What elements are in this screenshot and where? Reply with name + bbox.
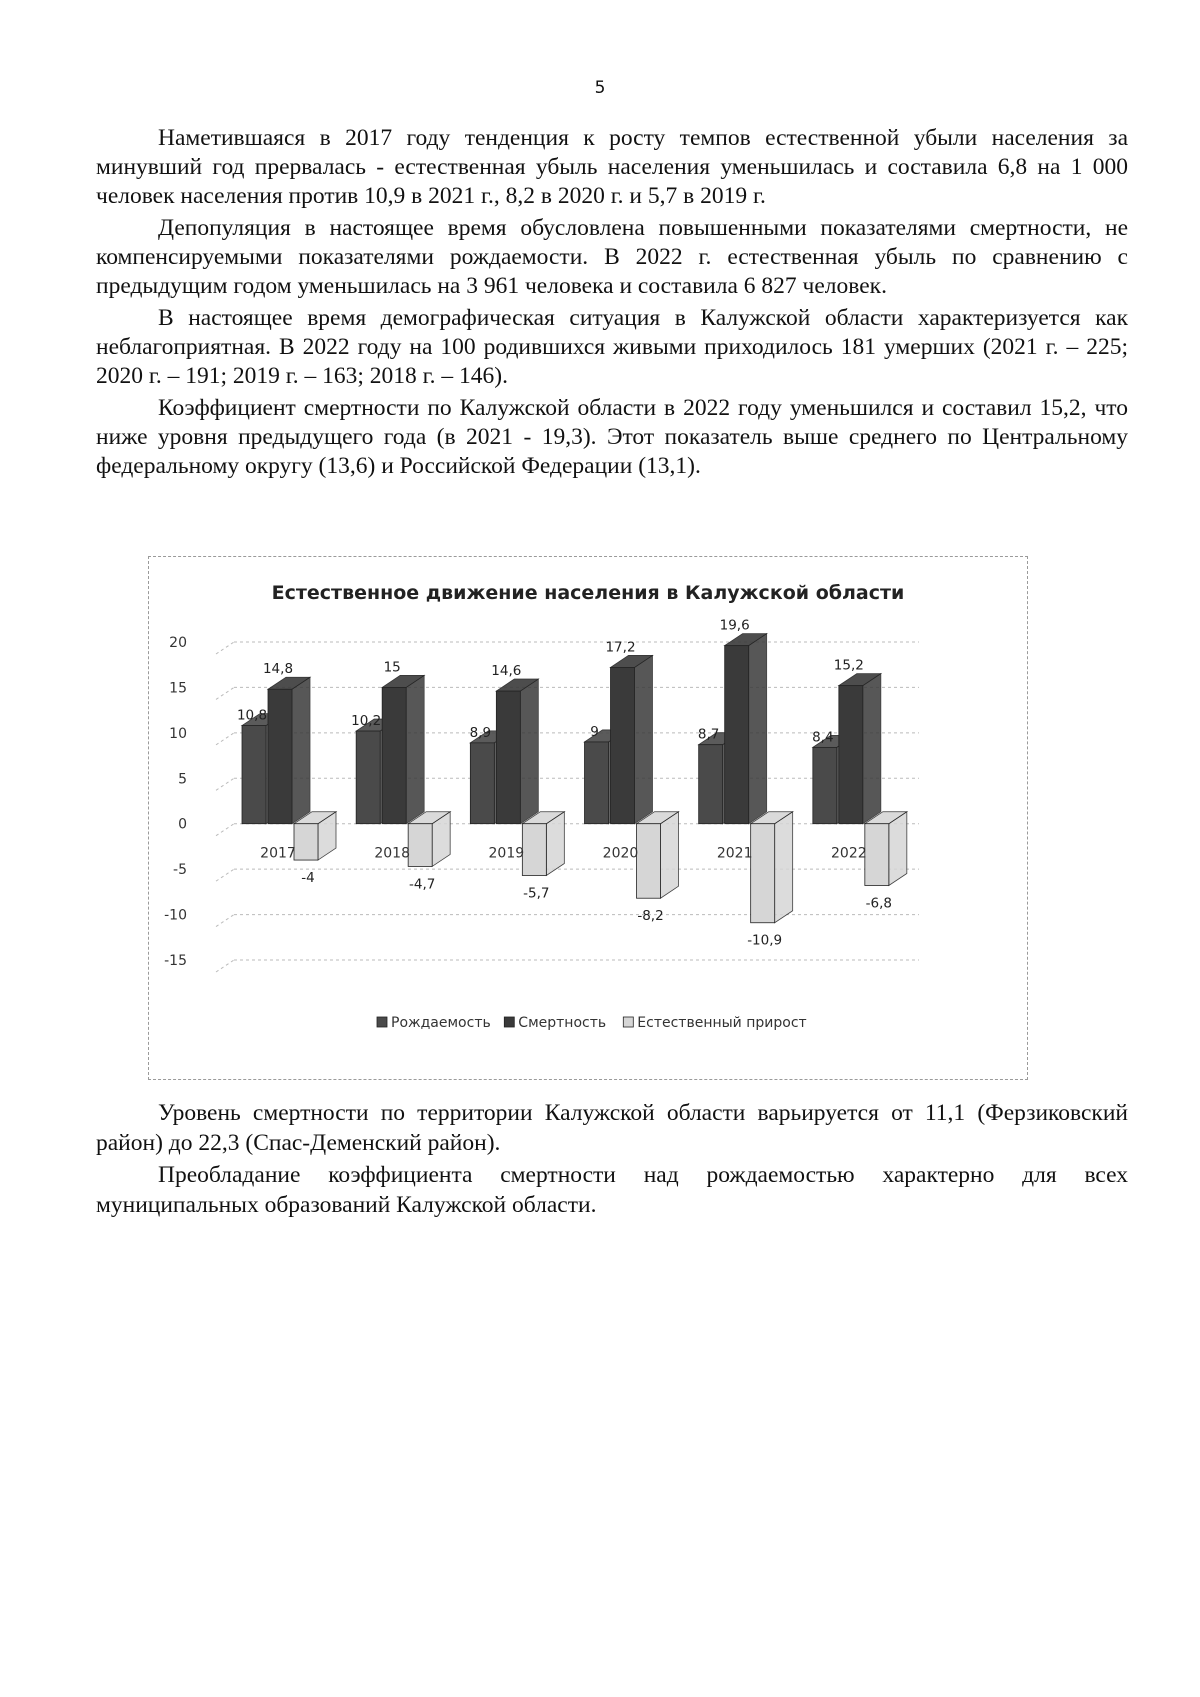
x-category-label: 2020 [602,845,639,862]
bar-front-face [470,743,494,824]
gridline-diagonal [216,642,234,654]
bar-deaths [268,677,310,823]
bar-front-face [382,687,406,823]
bar-front-face [813,747,837,823]
legend-swatch [623,1017,633,1027]
gridline-diagonal [216,960,234,972]
chart-title: Естественное движение населения в Калужской области [271,582,905,604]
gridline-diagonal [216,778,234,790]
bar-front-face [637,824,661,899]
legend-label: Естественный прирост [637,1015,807,1031]
x-category-label: 2021 [716,845,753,862]
x-category-label: 2019 [488,845,525,862]
bar-natural-growth [637,812,679,899]
population-chart [149,557,1027,1079]
data-label-natural-growth: -4 [301,870,315,887]
gridline-diagonal [216,687,234,699]
data-label-natural-growth: -10,9 [747,932,783,949]
bar-front-face [408,824,432,867]
data-label-births: 10,2 [351,713,382,730]
body-text-bottom [96,1098,1128,1222]
x-category-label: 2017 [260,845,296,862]
bar-side-face [863,674,881,824]
bar-side-face [775,812,793,923]
data-label-births: 9 [590,723,599,740]
paragraph: Наметившаяся в 2017 году тенденция к росту темпов естественной убыли населения за минувший год прервалась - естественная убыль населения уменьшилась и составила 6,8 на 1 000 человек населения против 10,9 в 2021 г., 8,2 в 2020 г. и 5,7 в 2019 г. [96,125,1128,209]
bar-side-face [661,812,679,899]
bar-deaths [725,634,767,824]
gridline-diagonal [216,915,234,927]
bar-side-face [520,679,538,824]
bar-front-face [294,824,318,860]
body-text-top [96,124,1128,484]
data-label-natural-growth: -5,7 [523,885,550,902]
bar-front-face [522,824,546,876]
bar-front-face [242,726,266,824]
bar-natural-growth [408,812,450,867]
gridline-diagonal [216,869,234,881]
data-label-births: 8,9 [469,724,492,741]
bar-natural-growth [865,812,907,886]
y-tick-label: -15 [164,953,187,969]
bar-deaths [839,674,881,824]
x-category-label: 2018 [374,845,410,862]
data-label-deaths: 15 [383,659,401,676]
y-tick-label: -5 [173,862,187,879]
data-label-deaths: 15,2 [833,657,864,674]
paragraph: В настоящее время демографическая ситуация в Калужской области характеризуется как неблагоприятная. В 2022 году на 100 родившихся живыми приходилось 181 умерших (2021 г. – 225; 2020 г. – 191; 2019 г. – 163; 2018 г. – 146). [96,305,1128,389]
data-label-deaths: 19,6 [719,617,750,634]
data-label-natural-growth: -8,2 [637,908,664,925]
legend-label: Рождаемость [391,1015,491,1031]
bar-side-face [292,677,310,823]
gridline-diagonal [216,733,234,745]
x-category-label: 2022 [831,845,867,862]
bar-natural-growth [522,812,564,876]
y-tick-label: 5 [178,771,187,788]
data-label-natural-growth: -4,7 [408,876,436,893]
paragraph: Уровень смертности по территории Калужской области варьируется от 11,1 (Ферзиковский район) до 22,3 (Спас-Деменский район). [96,1100,1128,1156]
bar-front-face [699,745,723,824]
bar-deaths [382,675,424,823]
bar-front-face [268,689,292,823]
bar-front-face [356,731,380,824]
y-tick-label: 15 [169,680,187,697]
bar-side-face [635,655,653,823]
data-label-natural-growth: -6,8 [865,895,893,912]
bar-front-face [611,667,635,823]
data-label-births: 8,7 [697,726,720,743]
bar-front-face [496,691,520,824]
data-label-deaths: 14,8 [262,661,294,678]
paragraph: Преобладание коэффициента смертности над рождаемостью характерно для всех муниципальных образований Калужской области. [96,1162,1128,1218]
paragraph: Депопуляция в настоящее время обусловлена повышенными показателями смертности, не компенсируемыми показателями рождаемости. В 2022 г. естественная убыль по сравнению с предыдущим годом уменьшилась на 3 961 человека и составила 6 827 человек. [96,215,1128,299]
bar-deaths [496,679,538,824]
bar-side-face [749,634,767,824]
bar-front-face [839,686,863,824]
chart-container [148,556,1028,1080]
bar-side-face [889,812,907,886]
bar-side-face [406,675,424,823]
y-tick-label: 20 [169,635,187,651]
bar-deaths [611,655,653,823]
gridline-diagonal [216,824,234,836]
paragraph: Коэффициент смертности по Калужской области в 2022 году уменьшился и составил 15,2, что ниже уровня предыдущего года (в 2021 - 19,3). Этот показатель выше среднего по Центральному федеральному округу (13,6) и Российской Федерации (13,1). [96,395,1128,479]
data-label-births: 10,8 [236,707,268,724]
bar-front-face [585,742,609,824]
page-number: 5 [594,78,606,98]
legend-swatch [377,1017,387,1027]
data-label-deaths: 14,6 [491,663,522,680]
bar-natural-growth [294,812,336,860]
y-tick-label: -10 [164,907,187,924]
legend-swatch [504,1017,514,1027]
y-tick-label: 10 [169,725,187,742]
bar-natural-growth [751,812,793,923]
bar-front-face [865,824,889,886]
y-tick-label: 0 [178,816,187,833]
bar-front-face [725,646,749,824]
bar-front-face [751,824,775,923]
data-label-deaths: 17,2 [605,639,636,656]
legend-label: Смертность [518,1015,607,1031]
data-label-births: 8,4 [812,729,834,746]
